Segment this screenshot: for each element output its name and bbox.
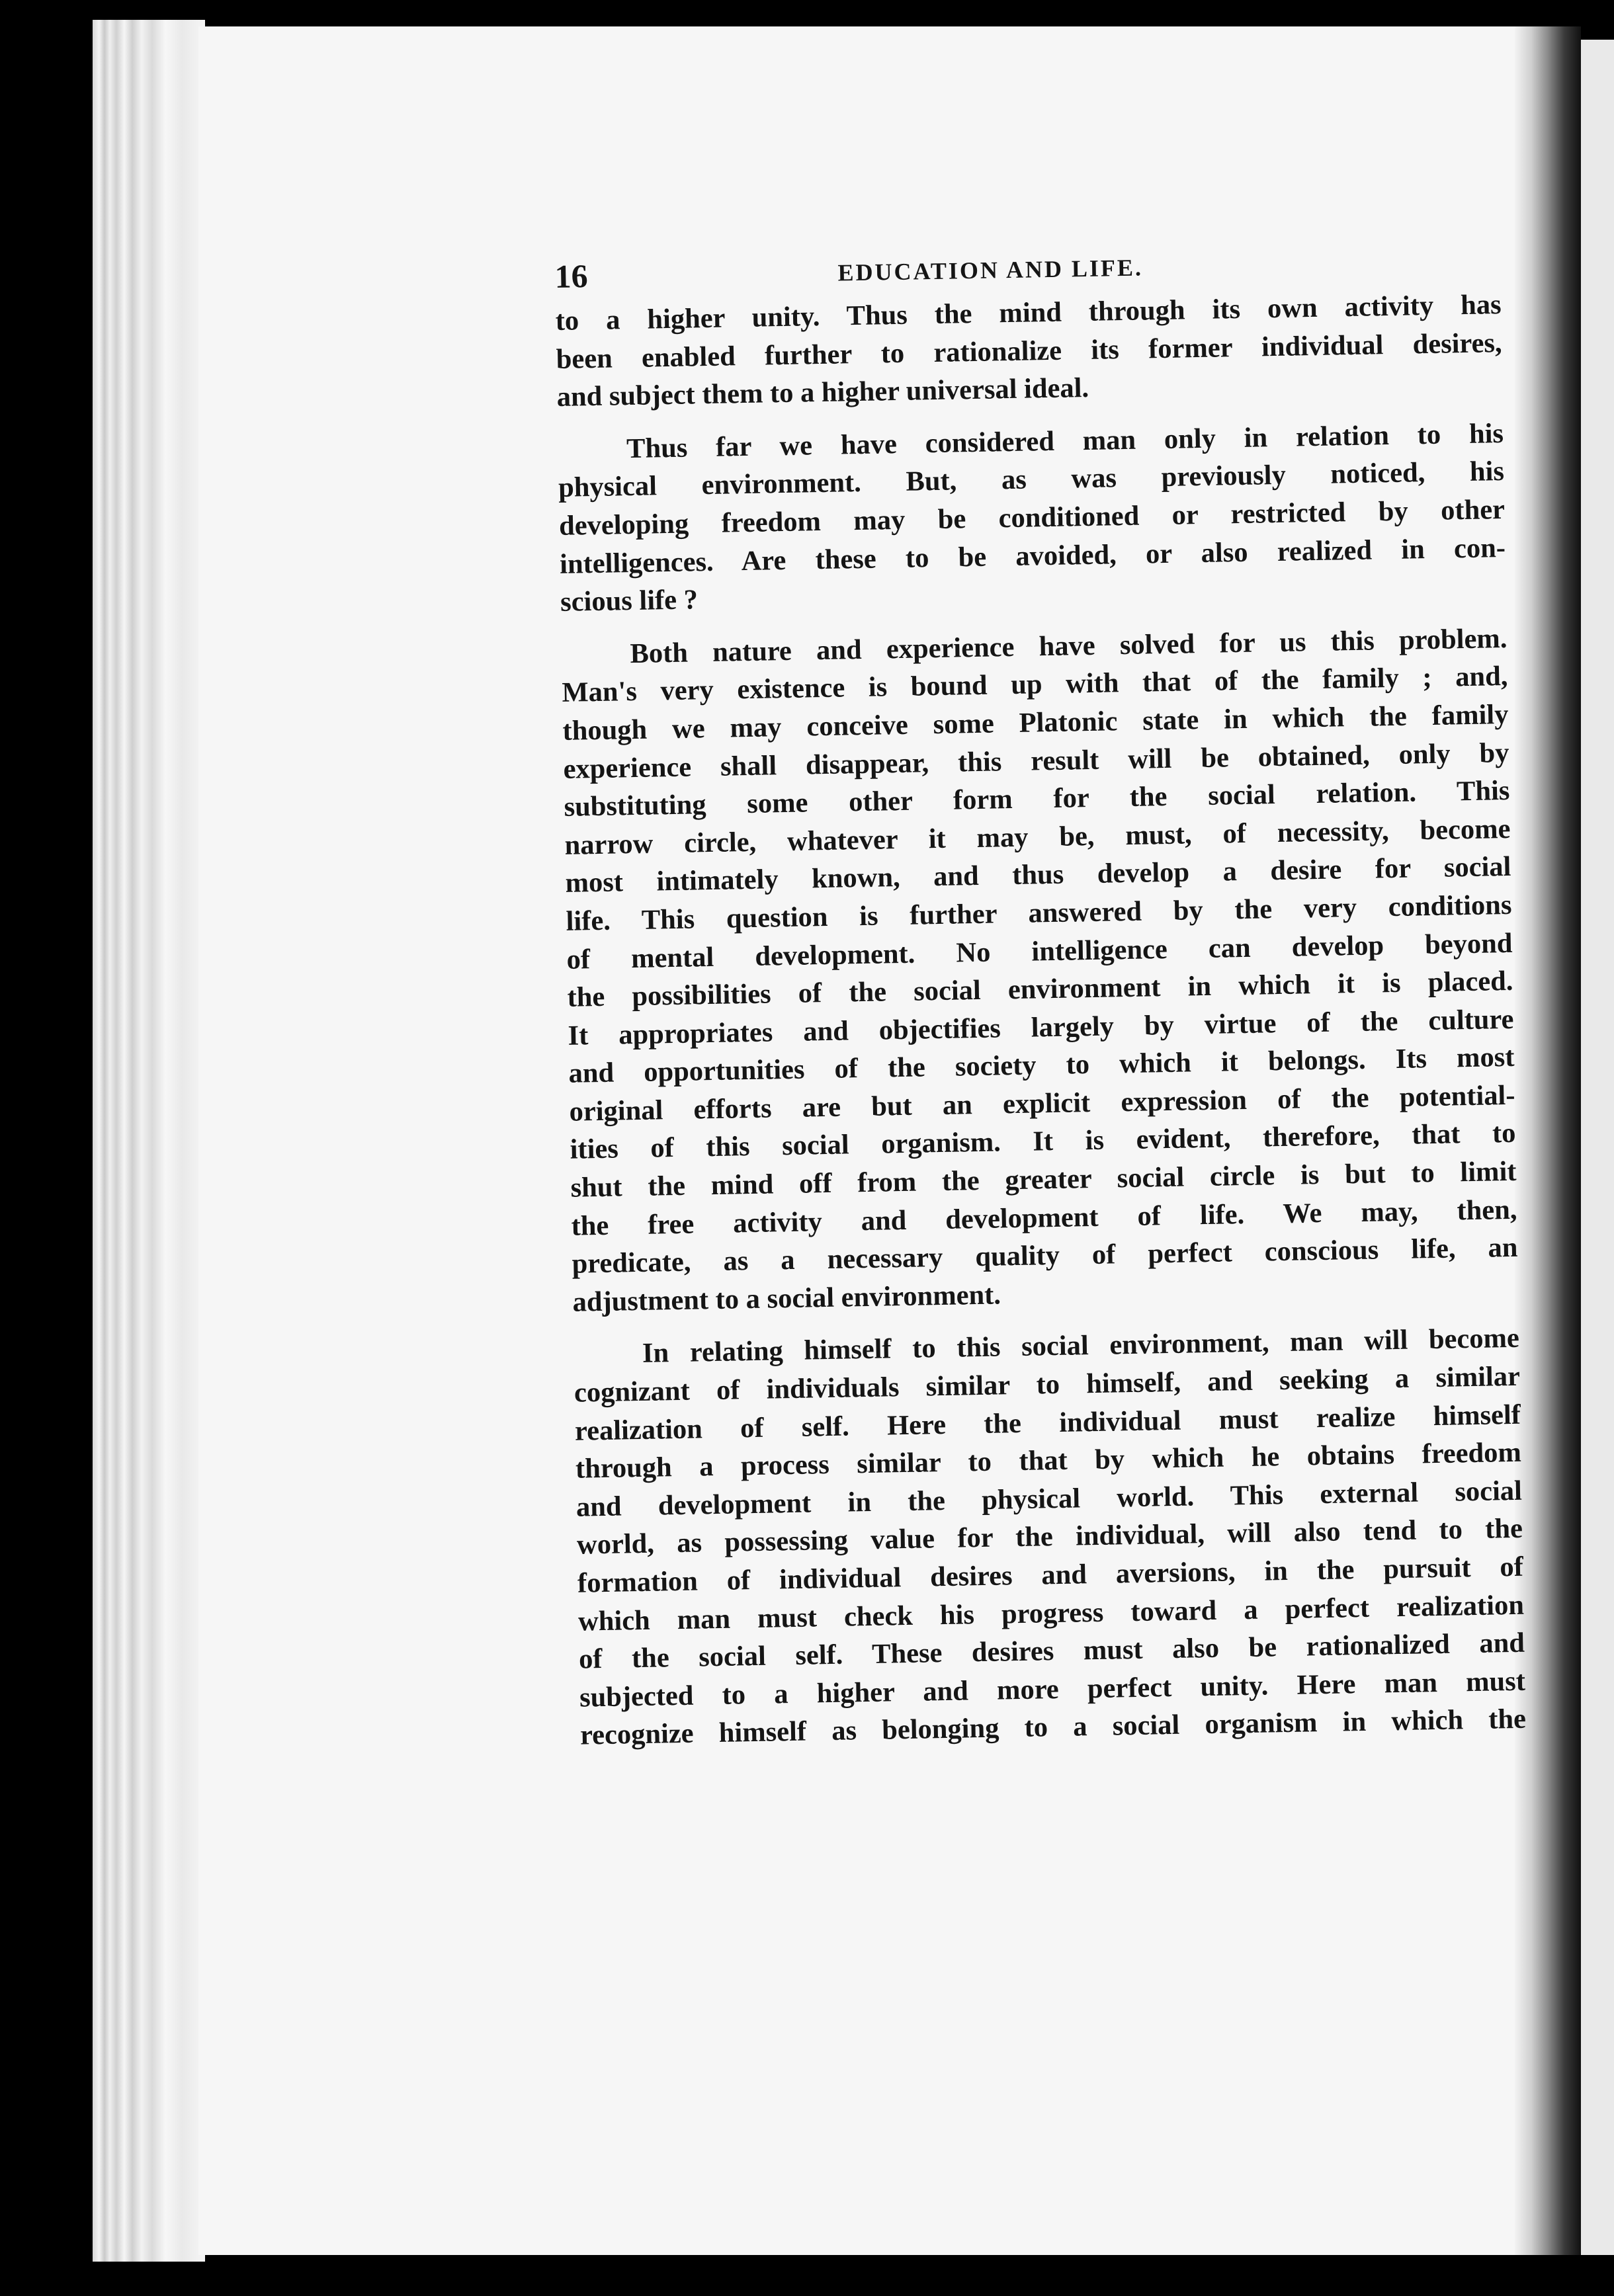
- page-number: 16: [554, 257, 589, 295]
- text-line: and development in the physical world. This external social: [575, 1475, 1523, 1523]
- text-line: most intimately known, and thus develop a desire for social: [565, 851, 1511, 899]
- text-line: life. This question is further answered by the very conditions: [566, 889, 1512, 937]
- text-line: physical environment. But, as was previously noticed, his: [558, 456, 1505, 504]
- page-stack-edges: [93, 20, 205, 2262]
- text-line: subjected to a higher and more perfect unity. Here man must: [579, 1665, 1526, 1713]
- text-line: original efforts are but an explicit expression of the potential-: [569, 1079, 1515, 1128]
- text-line: In relating himself to this social environment, man will become: [642, 1323, 1520, 1370]
- paragraph-2: [558, 415, 1507, 622]
- text-line: formation of individual desires and aversions, in the pursuit of: [577, 1551, 1524, 1599]
- text-line: through a process similar to that by which he obtains freedom: [575, 1436, 1522, 1485]
- text-line: adjustment to a social environment.: [572, 1279, 1001, 1318]
- text-line: of the social self. These desires must also be rationalized and: [578, 1627, 1525, 1675]
- text-line: realization of self. Here the individual must realize himself: [574, 1399, 1521, 1447]
- running-title: EDUCATION AND LIFE.: [837, 254, 1144, 286]
- text-line: It appropriates and objectifies largely by virtue of the culture: [568, 1003, 1514, 1051]
- paragraph-4: [573, 1319, 1527, 1754]
- text-line: shut the mind off from the greater social circle is but to limit: [570, 1155, 1517, 1204]
- text-line: experience shall disappear, this result will be obtained, only by: [563, 737, 1509, 785]
- text-line: been enabled further to rationalize its former individual desires,: [556, 327, 1502, 375]
- facing-page-edge: [1581, 40, 1614, 2255]
- text-line: intelligences. Are these to be avoided, or also realized in con-: [559, 532, 1506, 580]
- text-line: and subject them to a higher universal ideal.: [556, 372, 1089, 413]
- text-line: Both nature and experience have solved for us this problem.: [630, 622, 1508, 669]
- text-line: predicate, as a necessary quality of perfect conscious life, an: [572, 1232, 1518, 1280]
- text-line: world, as possessing value for the individual, will also tend to the: [576, 1513, 1523, 1561]
- text-line: ities of this social organism. It is evident, therefore, that to: [570, 1118, 1516, 1166]
- text-line: Man's very existence is bound up with that of the family ; and,: [562, 661, 1508, 709]
- binding-gutter-shadow: [1515, 26, 1581, 2255]
- text-line: developing freedom may be conditioned or restricted by other: [558, 493, 1506, 542]
- text-line: cognizant of individuals similar to himself, and seeking a similar: [573, 1360, 1521, 1409]
- text-line: narrow circle, whatever it may be, must, of necessity, become: [564, 813, 1511, 861]
- paragraph-3: [561, 620, 1519, 1321]
- text-line: scious life ?: [560, 584, 699, 618]
- text-line: the free activity and development of life. We may, then,: [571, 1194, 1517, 1242]
- text-line: which man must check his progress toward a perfect realization: [577, 1589, 1525, 1637]
- text-line: recognize himself as belonging to a social organism in which the: [579, 1703, 1527, 1752]
- text-line: to a higher unity. Thus the mind through its own activity has: [555, 289, 1502, 337]
- text-line: the possibilities of the social environment in which it is placed.: [567, 965, 1513, 1013]
- page-text-block: [554, 238, 1527, 1770]
- text-line: of mental development. No intelligence can develop beyond: [566, 927, 1513, 975]
- text-line: and opportunities of the society to which it belongs. Its most: [568, 1042, 1515, 1090]
- text-line: Thus far we have considered man only in relation to his: [626, 417, 1504, 464]
- text-line: though we may conceive some Platonic state in which the family: [562, 698, 1509, 747]
- text-line: substituting some other form for the social relation. This: [564, 775, 1510, 823]
- paragraph-1: [555, 286, 1503, 417]
